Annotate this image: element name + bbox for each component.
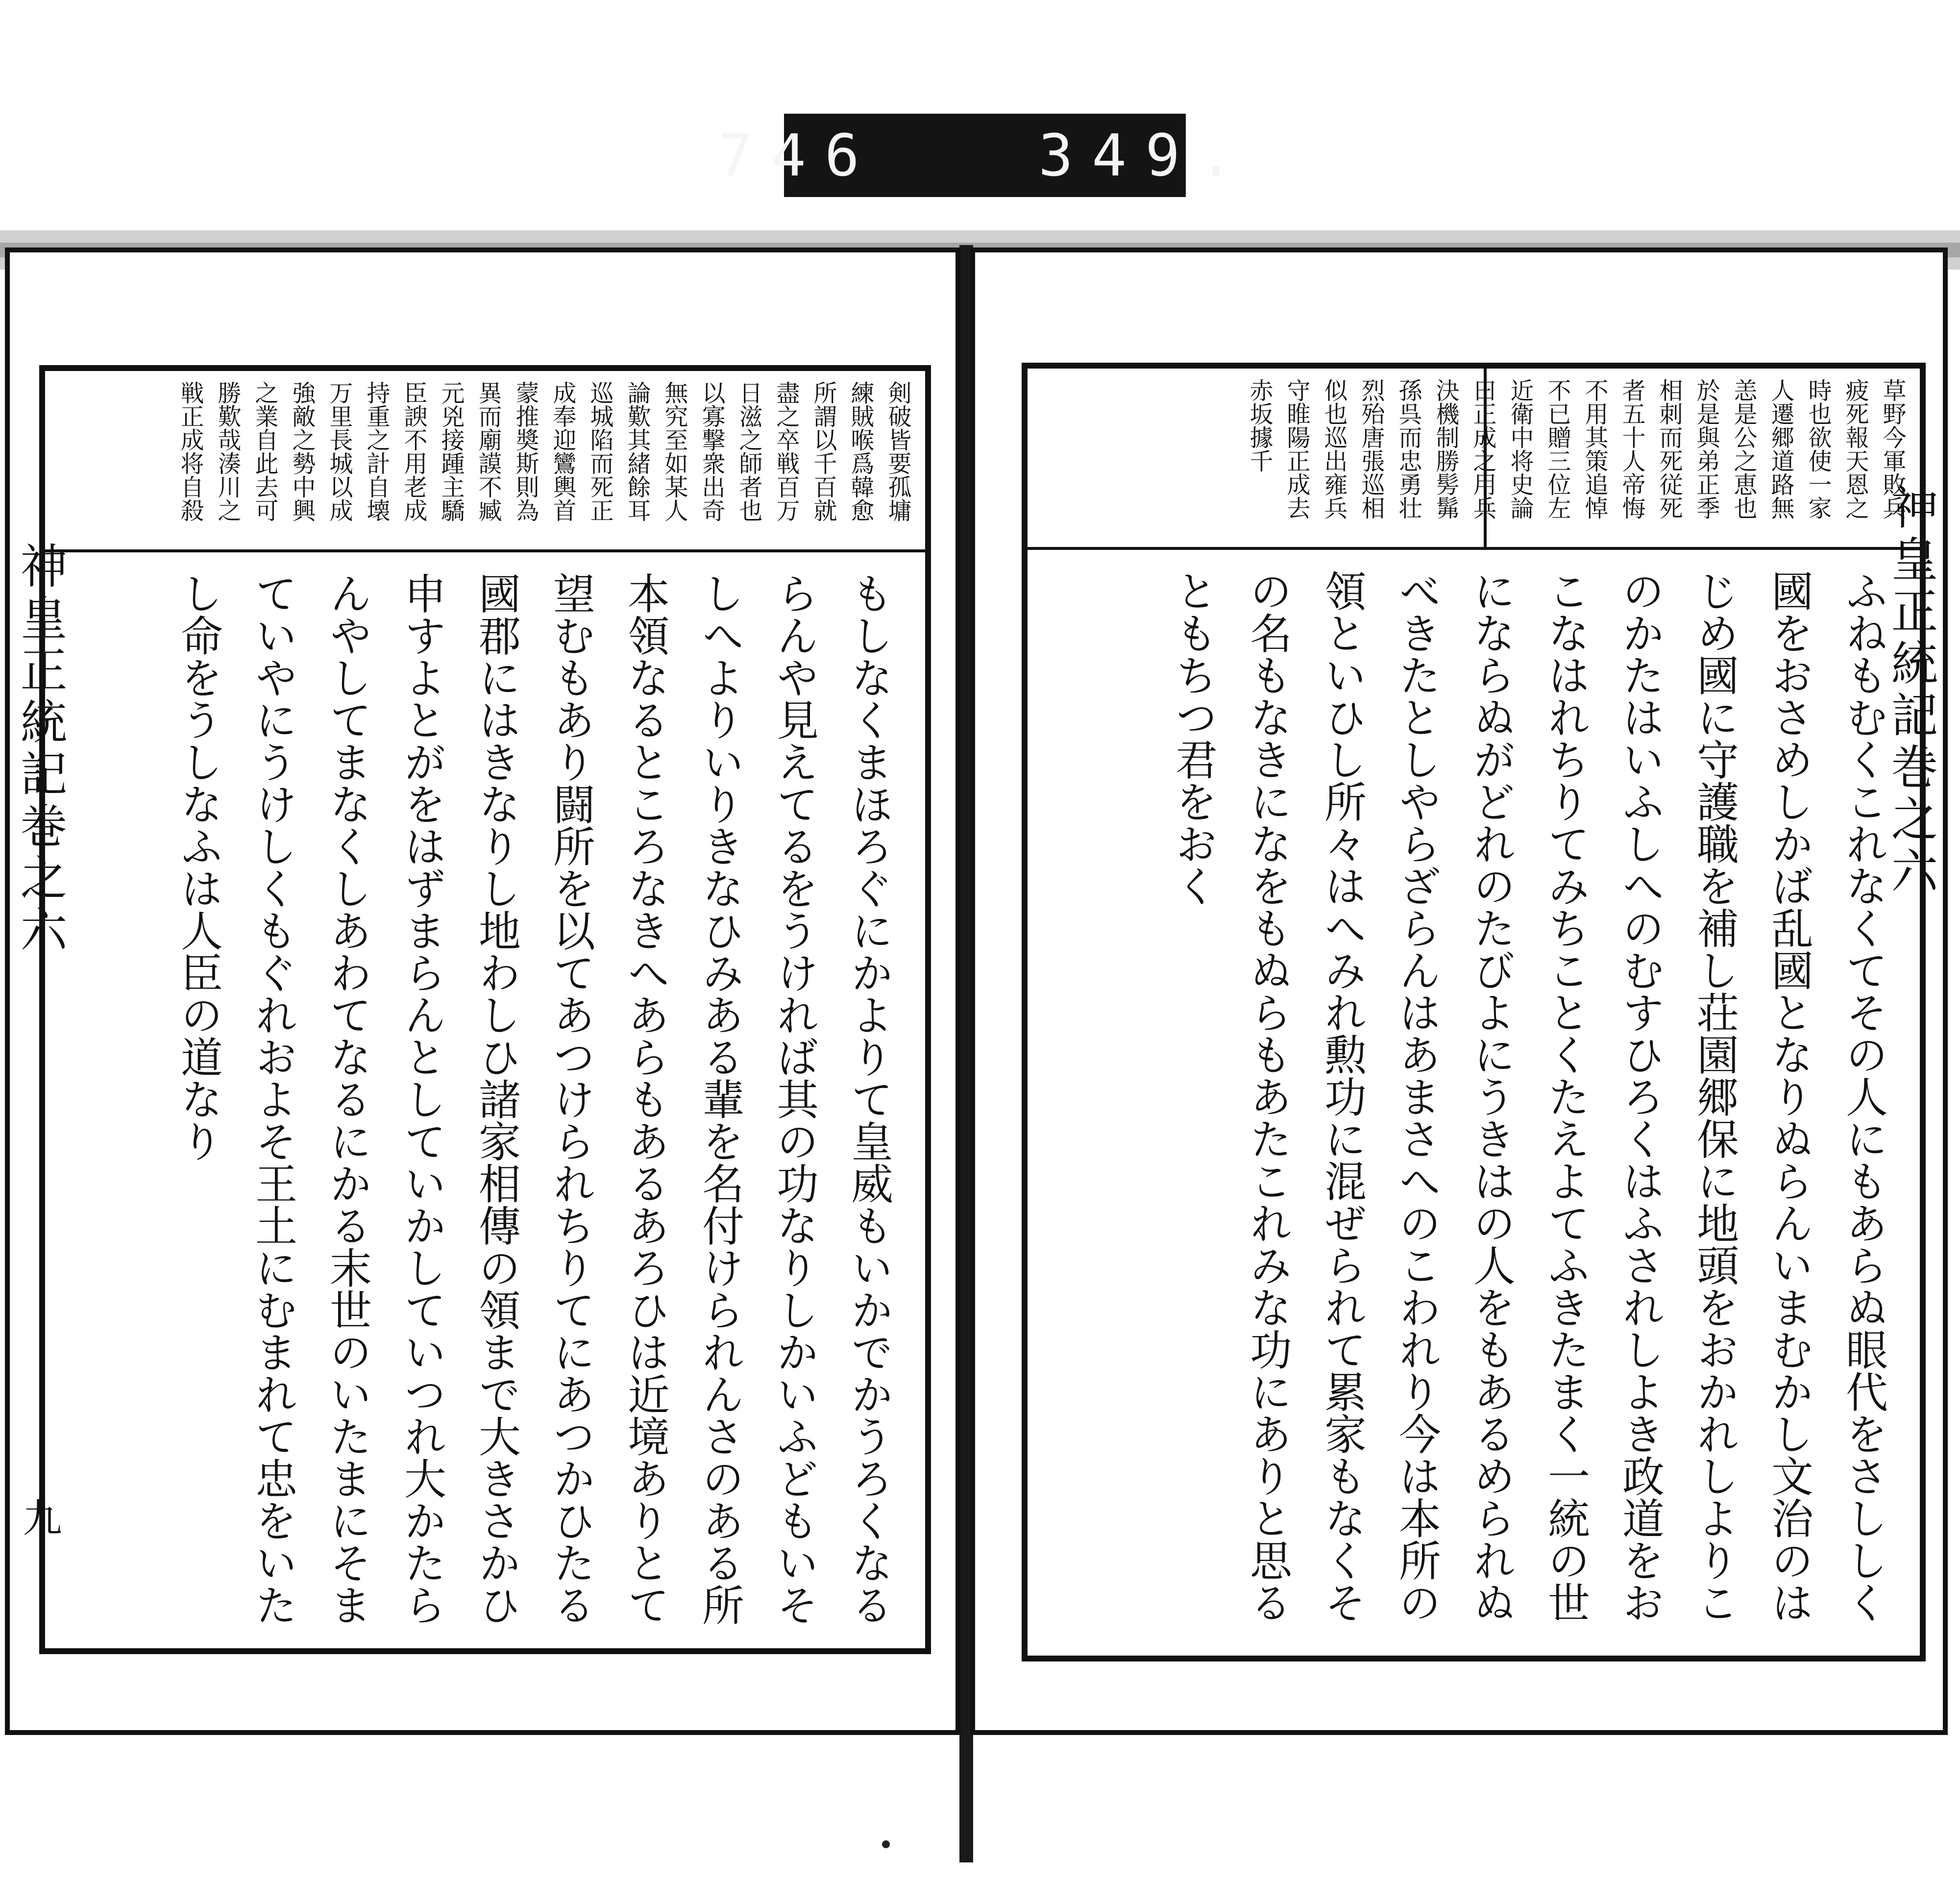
left-page-side-title: 神皇正統記巻之六 bbox=[13, 542, 68, 957]
right-page-main-text: ふねもむくこれなくてその人にもあらぬ眼代をさししく國をおさめしかば乱國となりぬらんいまむかし文治のはじめ國に守護職を補し荘園郷保に地頭をおかれしよりこのかたはいふしへのむすひろくはふされしよき政道をおこなはれちりてみちことくたえよてふきたまく一統の世にならぬがどれのたびよにうきはの人をもあるめられぬべきたとしやらざらんはあまさへのこわれり今は本所の領といひし所々はへみれ勲功に混ぜられて累家もなくその名もなきになをもぬらもあたこれみな功にありと思るともちつ君をおく bbox=[1168, 570, 1887, 1623]
right-page bbox=[970, 248, 1948, 1735]
left-page-frame bbox=[39, 365, 931, 1654]
left-page-main-text: もしなくまほろぐにかよりて皇威もいかでかうろくなるらんや見えてるをうければ其の功なりしかいふどもいそしへよりいりきなひみある輩を名付けられんさのある所本領なるところなきへあらもあるあろひは近境ありとて望むもあり闘所を以てあつけられちりてにあつかひたる國郡にはきなりし地わしひ諸家相傳の領まで大きさかひ申すよとがをはずまらんとしていかしていつれ大かたらんやしてまなくしあわてなるにかる末世のいたまにそまていやにうけしくもぐれおよそ王土にむまれて忠をいたし命をうしなふは人臣の道なり bbox=[173, 572, 893, 1626]
right-page-frame bbox=[1022, 363, 1926, 1661]
scan-speck bbox=[882, 1840, 890, 1848]
left-page-folio: 九 bbox=[16, 1497, 62, 1536]
right-page-side-title: 神皇正統記巻之六 bbox=[1884, 483, 1938, 898]
right-page-head-annotation: 草野今軍敗兵疲死報天恩之時也欲使一家人遷郷道路無恙是公之恵也於是與弟正季相刺而死従死者五十人帝悔不用其策追悼不已贈三位左近衛中将史論曰正成之用兵決機制勝髣髴孫呉而忠勇壮烈殆唐張巡相似也巡出雍兵守睢陽正成去赤坂據千 bbox=[1484, 369, 1920, 550]
page-number-label: 746 349. bbox=[784, 114, 1186, 197]
left-page-head-annotation: 剣破皆要孤墉練賊喉爲韓愈所謂以千百就盡之卒戦百万日滋之師者也以寡撃衆出奇無究至如某人論歎其緒餘耳巡城陷而死正成奉迎鸞輿首蒙推奬斯則為異而廟謨不臧元兇接踵主驕臣諛不用老成持重之計自壊万里長城以成強敵之勢中興之業自此去可勝歎哉湊川之戦正成将自殺 bbox=[45, 371, 925, 552]
left-page bbox=[5, 248, 960, 1735]
